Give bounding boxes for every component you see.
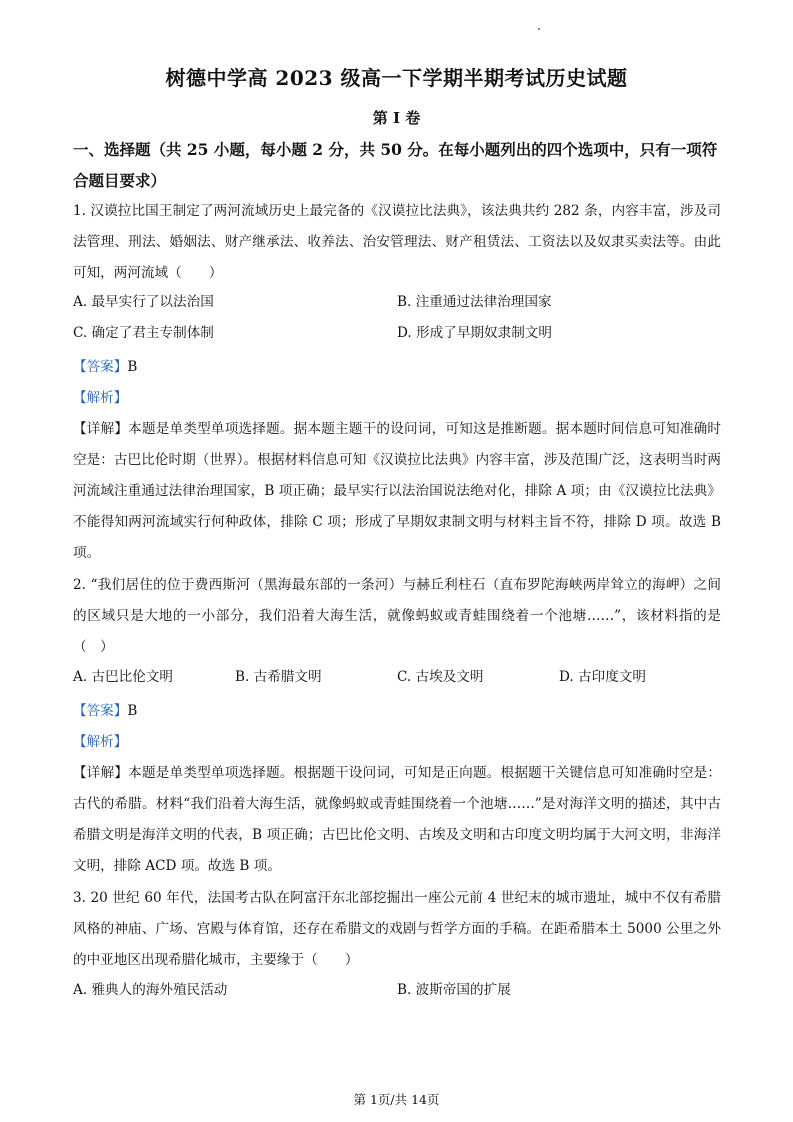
question-2-option-a: A. 古巴比伦文明: [73, 669, 174, 685]
detail-text: 本题是单类型单项选择题。根据题干设问词，可知是正向题。根据题干关键信息可知准确时空是：古代的希腊。材料“我们沿着大海生活，就像蚂蚁或青蛙围绕着一个池塘……”是对海洋文明的描述，其中古希腊文明是海洋文明的代表，B 项正确；古巴比伦文明、古埃及文明和古印度文明均属于大河文明，非海洋文明，排除 ACD 项。故选 B 项。: [73, 765, 722, 874]
question-3-option-b: B. 波斯帝国的扩展: [397, 982, 511, 998]
decorative-dot: [538, 28, 540, 30]
question-1-option-c: C. 确定了君主专制体制: [73, 325, 214, 341]
question-1-analysis: [73, 388, 127, 408]
section-heading: 一、选择题（共 25 小题，每小题 2 分，共 50 分。在每小题列出的四个选项中，只有一项符合题目要求）: [73, 140, 718, 190]
answer-value: B: [127, 359, 138, 375]
exam-title: 树德中学高 2023 级高一下学期半期考试历史试题: [165, 66, 628, 90]
question-1-stem: 1. 汉谟拉比国王制定了两河流域历史上最完备的《汉谟拉比法典》，该法典共约 282 条，内容丰富，涉及司法管理、刑法、婚姻法、财产继承法、收养法、治安管理法、财产租赁法、工资法以及奴隶买卖法等。由此可知，两河流域（ ）: [73, 203, 721, 281]
question-1-option-d: D. 形成了早期奴隶制文明: [397, 325, 552, 341]
question-1-detail: [73, 414, 721, 569]
detail-text: 本题是单类型单项选择题。据本题主题干的设问词，可知这是推断题。据本题时间信息可知准确时空是：古巴比伦时期（世界）。根据材料信息可知《汉谟拉比法典》内容丰富，涉及范围广泛，这表明当时两河流域注重通过法律治理国家，B 项正确；最早实行以法治国说法绝对化，排除 A 项；由《汉谟拉比法典》不能得知两河流域实行何种政体，排除 C 项；形成了早期奴隶制文明与材料主旨不符，排除 D 项。故选 B 项。: [73, 421, 722, 561]
question-1-option-b: B. 注重通过法律治理国家: [397, 294, 552, 310]
question-2-detail: [73, 758, 721, 882]
question-1-option-a: A. 最早实行了以法治国: [73, 294, 214, 310]
analysis-label: 【解析】: [73, 734, 128, 750]
answer-value: B: [127, 703, 138, 719]
answer-label: 【答案】: [73, 703, 128, 719]
question-2-option-d: D. 古印度文明: [559, 669, 647, 685]
question-3-option-a: A. 雅典人的海外殖民活动: [73, 982, 228, 998]
question-3-stem: 3. 20 世纪 60 年代，法国考古队在阿富汗东北部挖掘出一座公元前 4 世纪末的城市遗址，城中不仅有希腊风格的神庙、广场、宫殿与体育馆，还存在希腊文的戏剧与哲学方面的手稿。在距希腊本土 5000 公里之外的中亚地区出现希腊化城市，主要缘于（ ）: [73, 890, 721, 968]
question-2-stem: 2. “我们居住的位于费西斯河（黑海最东部的一条河）与赫丘利柱石（直布罗陀海峡两岸耸立的海岬）之间的区域只是大地的一小部分，我们沿着大海生活，就像蚂蚁或青蛙围绕着一个池塘……”，该材料指的是（ ）: [73, 577, 721, 655]
detail-label: 【详解】: [73, 421, 129, 437]
question-2-answer: [73, 701, 137, 721]
answer-label: 【答案】: [73, 359, 128, 375]
question-2-option-c: C. 古埃及文明: [397, 669, 484, 685]
question-2-option-b: B. 古希腊文明: [235, 669, 322, 685]
page-footer: 第 1页/共 14页: [353, 1092, 440, 1107]
question-2-analysis: [73, 732, 127, 752]
detail-label: 【详解】: [73, 765, 129, 781]
analysis-label: 【解析】: [73, 390, 128, 406]
volume-heading: 第 I 卷: [372, 109, 421, 127]
question-1-answer: [73, 357, 137, 377]
